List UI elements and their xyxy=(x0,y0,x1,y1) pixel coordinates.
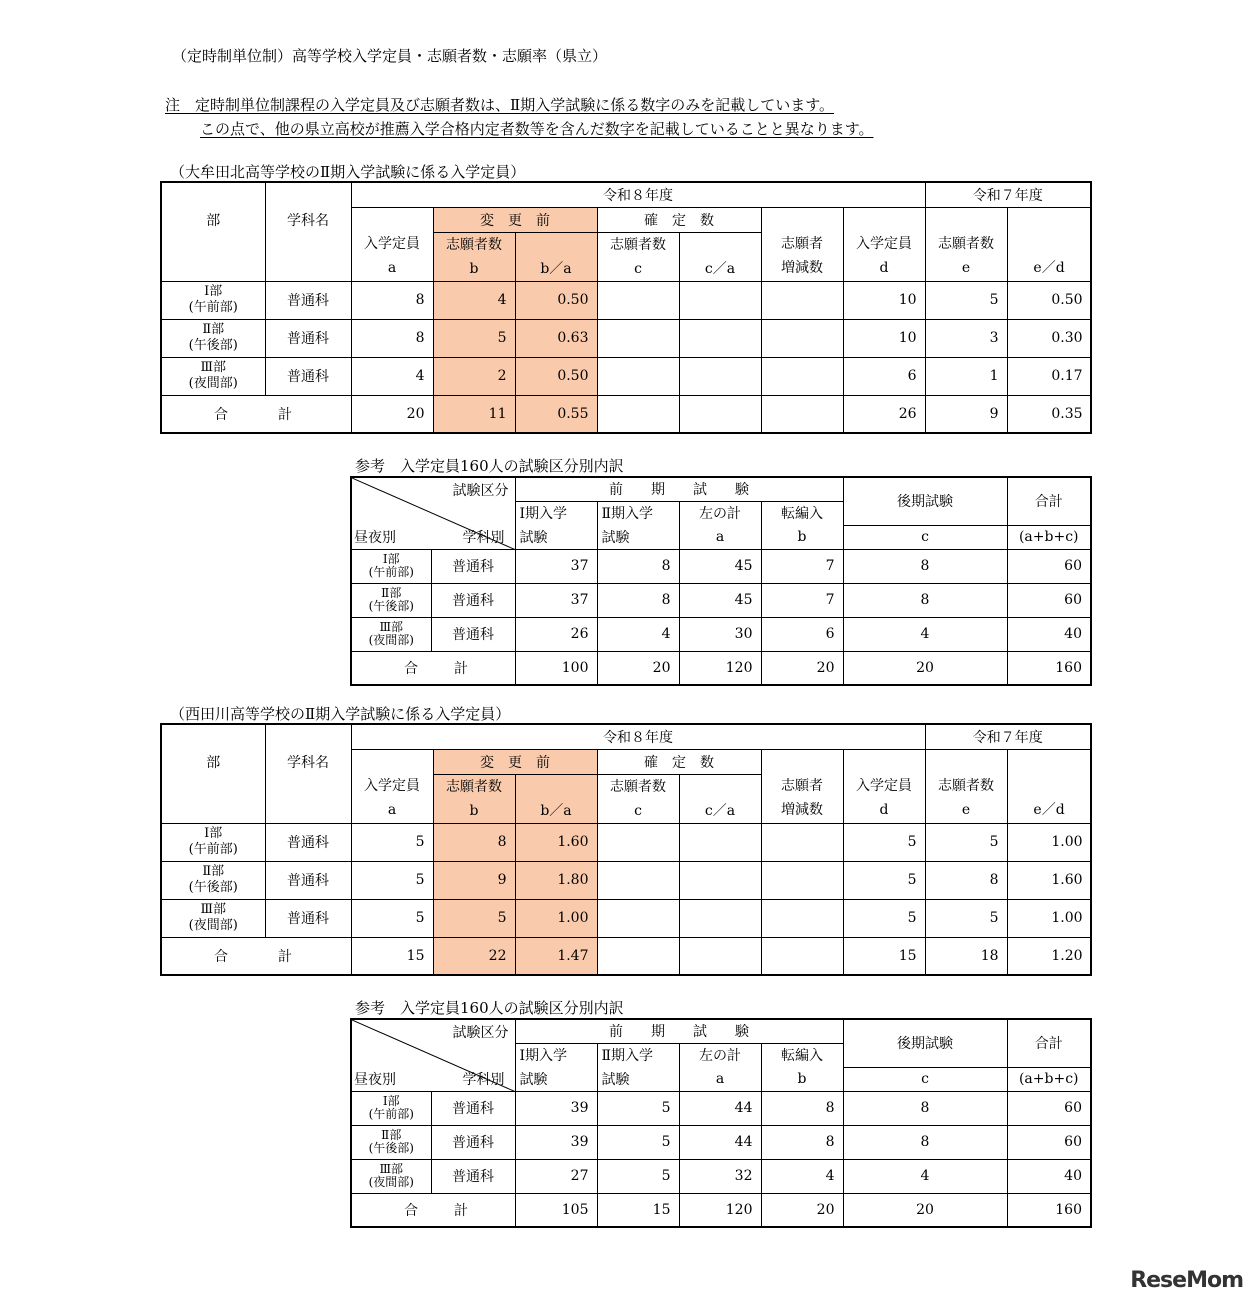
school-caption-2: （西田川高等学校のⅡ期入学試験に係る入学定員） xyxy=(170,705,511,723)
ca-header: c／a xyxy=(679,774,761,823)
r7-shigan-header: 志願者数 e xyxy=(925,774,1007,823)
kakutei-shigan-header: 志願者数 c xyxy=(597,774,679,823)
main-table-2 xyxy=(160,723,1092,976)
table-row: Ⅲ部 (夜間部) 普通科 4 2 0.50 6 1 0.17 xyxy=(161,357,1091,395)
teiin-header: 入学定員 a xyxy=(351,232,433,281)
table-row: Ⅰ部 (午前部) 普通科 39 5 44 8 8 60 xyxy=(351,1091,1091,1125)
ref-caption-1: 参考 入学定員160人の試験区分別内訳 xyxy=(355,457,624,475)
teiin-header: 入学定員 a xyxy=(351,774,433,823)
resemom-logo: ReseMom xyxy=(1130,1268,1243,1293)
zogen-header: 志願者 増減数 xyxy=(761,774,843,823)
diagonal-header: 試験区分 昼夜別 学科別 xyxy=(351,477,515,549)
bu-header: 部 xyxy=(161,749,265,774)
year-header-r7: 令和７年度 xyxy=(925,182,1091,207)
year-header-r8: 令和８年度 xyxy=(351,724,925,749)
r7-teiin-header: 入学定員 d xyxy=(843,774,925,823)
bu-header: 部 xyxy=(161,207,265,232)
school-caption-1: （大牟田北高等学校のⅡ期入学試験に係る入学定員） xyxy=(170,163,526,181)
total-row: 合 計 20 11 0.55 26 9 0.35 xyxy=(161,395,1091,433)
total-row: 合 計 100 20 120 20 20 160 xyxy=(351,651,1091,685)
ed-header: e／d xyxy=(1007,232,1091,281)
table-row: Ⅰ部 (午前部) 普通科 5 8 1.60 5 5 1.00 xyxy=(161,823,1091,861)
ca-header: c／a xyxy=(679,232,761,281)
ba-header: b／a xyxy=(515,232,597,281)
r7-shigan-header: 志願者数 e xyxy=(925,232,1007,281)
total-row: 合 計 15 22 1.47 15 18 1.20 xyxy=(161,937,1091,975)
ref-caption-2: 参考 入学定員160人の試験区分別内訳 xyxy=(355,999,624,1017)
ba-header: b／a xyxy=(515,774,597,823)
table-row: Ⅲ部 (夜間部) 普通科 26 4 30 6 4 40 xyxy=(351,617,1091,651)
table-row: Ⅱ部 (午後部) 普通科 5 9 1.80 5 8 1.60 xyxy=(161,861,1091,899)
shigan-header: 志願者数 b xyxy=(433,774,515,823)
ed-header: e／d xyxy=(1007,774,1091,823)
table-row: Ⅱ部 (午後部) 普通科 37 8 45 7 8 60 xyxy=(351,583,1091,617)
note-line-1: 注 定時制単位制課程の入学定員及び志願者数は、Ⅱ期入学試験に係る数字のみを記載しています。 xyxy=(165,96,835,114)
year-header-r7: 令和７年度 xyxy=(925,724,1091,749)
henkoumae-header: 変 更 前 xyxy=(433,207,597,232)
zogen-header: 志願者 増減数 xyxy=(761,232,843,281)
henkoumae-header: 変 更 前 xyxy=(433,749,597,774)
gakka-header: 学科名 xyxy=(265,207,351,232)
total-row: 合 計 105 15 120 20 20 160 xyxy=(351,1193,1091,1227)
table-row: Ⅰ部 (午前部) 普通科 8 4 0.50 10 5 0.50 xyxy=(161,281,1091,319)
table-row: Ⅰ部 (午前部) 普通科 37 8 45 7 8 60 xyxy=(351,549,1091,583)
main-table-1 xyxy=(160,181,1092,434)
diagonal-header: 試験区分 昼夜別 学科別 xyxy=(351,1019,515,1091)
r7-teiin-header: 入学定員 d xyxy=(843,232,925,281)
shigan-header: 志願者数 b xyxy=(433,232,515,281)
kakutei-header: 確 定 数 xyxy=(597,207,761,232)
ref-table-1: 試験区分 昼夜別 学科別 前 期 試 験 後期試験 合計 Ⅰ期入学 Ⅱ期入学 左の計 転編入 試験 試験 a b c (a+b+c) Ⅰ部 (午前部) 普通科 37 8 45 7 8 60 Ⅱ部 (午後部) 普通科 37 8 45 7 8 60 Ⅲ部 (夜間部) 普通科 26 4 30 6 4 40 合 計 100 20 120 20 20 160 xyxy=(350,476,1092,686)
note-line-2: この点で、他の県立高校が推薦入学合格内定者数等を含んだ数字を記載していることと異なります。 xyxy=(200,120,874,138)
table-row: Ⅲ部 (夜間部) 普通科 5 5 1.00 5 5 1.00 xyxy=(161,899,1091,937)
table-row: Ⅱ部 (午後部) 普通科 8 5 0.63 10 3 0.30 xyxy=(161,319,1091,357)
kakutei-header: 確 定 数 xyxy=(597,749,761,774)
table-row: Ⅲ部 (夜間部) 普通科 27 5 32 4 4 40 xyxy=(351,1159,1091,1193)
kakutei-shigan-header: 志願者数 c xyxy=(597,232,679,281)
page-title: （定時制単位制）高等学校入学定員・志願者数・志願率（県立） xyxy=(172,47,608,65)
table-row: Ⅱ部 (午後部) 普通科 39 5 44 8 8 60 xyxy=(351,1125,1091,1159)
year-header-r8: 令和８年度 xyxy=(351,182,925,207)
ref-table-2: 試験区分 昼夜別 学科別 前 期 試 験 後期試験 合計 Ⅰ期入学 Ⅱ期入学 左の計 転編入 試験 試験 a b c (a+b+c) Ⅰ部 (午前部) 普通科 39 5 44 8 8 60 Ⅱ部 (午後部) 普通科 39 5 44 8 8 60 Ⅲ部 (夜間部) 普通科 27 5 32 4 4 40 合 計 105 15 120 20 20 160 xyxy=(350,1018,1092,1228)
gakka-header: 学科名 xyxy=(265,749,351,774)
